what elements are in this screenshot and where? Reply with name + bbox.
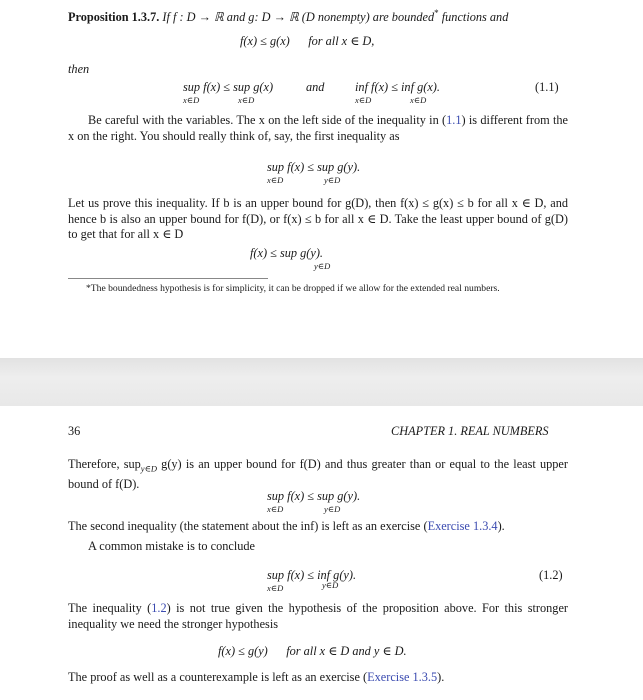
display-stronger-hypothesis: f(x) ≤ g(y) for all x ∈ D and y ∈ D. <box>218 644 407 658</box>
eq-1-2-sub-right: y∈D <box>322 580 339 590</box>
paragraph-not-true <box>68 601 568 632</box>
paragraph-second-end: ). <box>497 519 505 533</box>
bottom-page <box>0 406 643 700</box>
then-word: then <box>68 62 90 76</box>
eq-1-1-link[interactable]: 1.1 <box>446 113 462 127</box>
footnote-mark: * <box>434 8 439 18</box>
paragraph-not-true-end: ) is not true given the hypothesis of the proposition above. For this stronger inequality we need the stronger hypothesis <box>68 601 568 631</box>
page-separator <box>0 358 643 406</box>
display-4-sub-left: x∈D <box>267 504 284 514</box>
display-2-sub-right: y∈D <box>324 175 341 185</box>
display-3-sub: y∈D <box>314 261 331 271</box>
eq-1-2-number: (1.2) <box>539 568 563 582</box>
eq-1-1-sup: sup f(x) ≤ sup g(x) <box>183 80 274 94</box>
display-4-main: sup f(x) ≤ sup g(y). <box>267 489 361 503</box>
paragraph-therefore-sub: y∈D <box>140 463 157 474</box>
paragraph-proof-left <box>68 670 444 685</box>
display-2-sub-left: x∈D <box>267 175 284 185</box>
eq-1-1-sub-left: x∈D <box>183 95 200 105</box>
exercise-1-3-4-link[interactable]: Exercise 1.3.4 <box>427 519 498 533</box>
eq-1-1-sub-inf-right: x∈D <box>410 95 427 105</box>
display-2-main: sup f(x) ≤ sup g(y). <box>267 160 361 174</box>
display-4-sub-right: y∈D <box>324 504 341 514</box>
eq-1-1-sub-mid: x∈D <box>238 95 255 105</box>
eq-1-1-number: (1.1) <box>535 80 559 94</box>
display-3-main: f(x) ≤ sup g(y). <box>250 246 323 260</box>
paragraph-proof-left-end: ). <box>437 670 445 684</box>
running-header: CHAPTER 1. REAL NUMBERS <box>391 424 549 438</box>
eq-1-1-inf: inf f(x) ≤ inf g(x). <box>355 80 440 94</box>
eq-1-2-sub-left: x∈D <box>267 583 284 593</box>
footnote-divider <box>68 278 268 279</box>
paragraph-careful-text: Be careful with the variables. The x on the left side of the inequality in ( <box>88 113 447 127</box>
paragraph-careful <box>68 113 568 144</box>
paragraph-second-text: The second inequality (the statement about the inf) is left as an exercise ( <box>68 519 428 533</box>
display-hypothesis: f(x) ≤ g(x) for all x ∈ D, <box>240 34 375 48</box>
paragraph-therefore-a: Therefore, sup <box>68 457 141 471</box>
paragraph-careful-text-end: ) is different from the x on the right. You should really think of, say, the first inequality as <box>68 113 568 143</box>
eq-1-1-and: and <box>306 80 325 94</box>
paragraph-not-true-text: The inequality ( <box>68 601 152 615</box>
proposition-label: Proposition 1.3.7. <box>68 10 160 25</box>
eq-1-1-sub-inf-left: x∈D <box>355 95 372 105</box>
eq-1-2-main: sup f(x) ≤ inf g(y). <box>267 568 357 582</box>
paragraph-proof-left-text: The proof as well as a counterexample is left as an exercise ( <box>68 670 368 684</box>
paragraph-common-mistake: A common mistake is to conclude <box>88 539 256 553</box>
proposition-statement: If f : D → ℝ and g: D → ℝ (D nonempty) are bounded <box>162 10 435 25</box>
eq-1-2-link[interactable]: 1.2 <box>151 601 167 615</box>
proposition-statement-end: functions and <box>438 10 509 25</box>
page-number: 36 <box>68 424 81 438</box>
proposition-heading <box>68 6 508 25</box>
paragraph-therefore-b: g(y) is an upper bound for f(D) and thus greater than or equal to the least upper bound of f(D). <box>68 457 568 491</box>
paragraph-second-inequality <box>68 519 505 534</box>
paragraph-proof: Let us prove this inequality. If b is an upper bound for g(D), then f(x) ≤ g(x) ≤ b for all x ∈ D, and hence b is also an upper bound for f(D), or f(x) ≤ b for all x ∈ D. Take the least upper bound of g(D) to get that for all x ∈ D <box>68 196 568 241</box>
paragraph-therefore <box>68 457 568 492</box>
footnote: *The boundedness hypothesis is for simplicity, it can be dropped if we allow for the extended real numbers. <box>86 283 500 294</box>
exercise-1-3-5-link[interactable]: Exercise 1.3.5 <box>367 670 438 684</box>
